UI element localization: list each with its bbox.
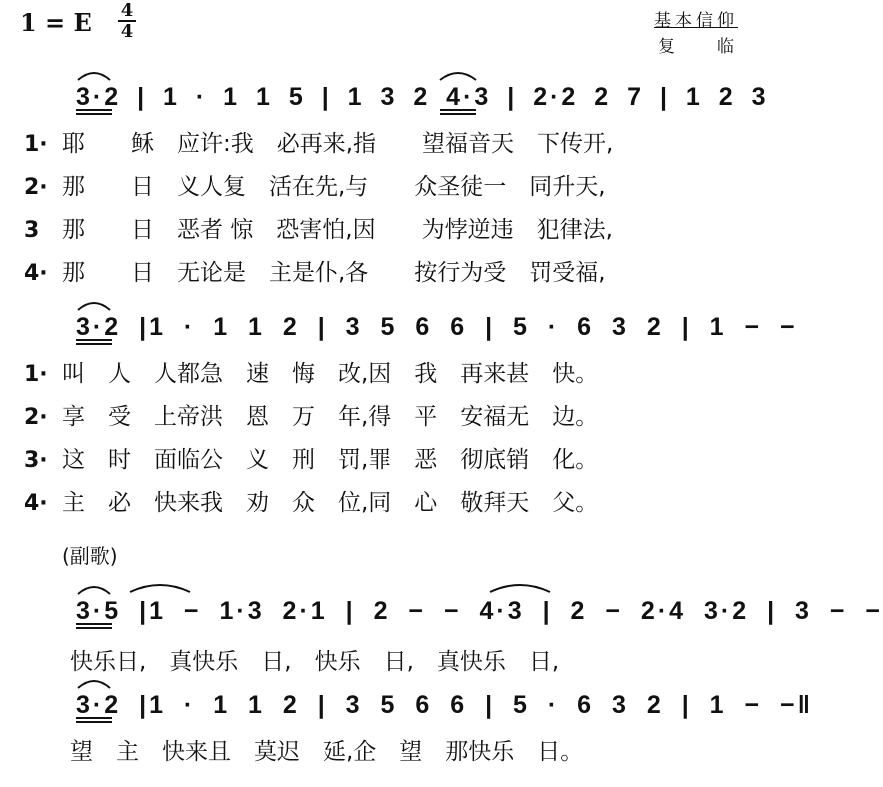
verse-number: 3· xyxy=(24,448,48,473)
time-signature-top: 4 xyxy=(120,0,134,21)
lyric-line: 那 日 恶者 惊 恐害怕,因 为悖逆违 犯律法, xyxy=(62,217,613,243)
lyric-line: 快乐日, 真快乐 日, 快乐 日, 真快乐 日, xyxy=(70,649,560,675)
lyric-line: 望 主 快来且 莫迟 延,企 望 那快乐 日。 xyxy=(70,739,584,765)
verse-number: 3 xyxy=(24,218,40,243)
notation-text: 3·2 |1 · 1 1 2 | 3 5 6 6 | 5 · 6 3 2 | 1 − − xyxy=(76,313,798,341)
credit-source: 基本信仰 xyxy=(654,11,738,31)
slur-mark xyxy=(78,73,110,80)
notation-text: 3·5 |1 − 1·3 2·1 | 2 − − 4·3 | 2 − 2·4 3·2 | 3 − − xyxy=(76,597,883,625)
verse-number: 4· xyxy=(24,261,48,286)
lyric-line: 主 必 快来我 劝 众 位,同 心 敬拜天 父。 xyxy=(62,490,599,516)
lyric-line: 叫 人 人都急 速 悔 改,因 我 再来甚 快。 xyxy=(62,361,599,387)
lyric-line: 那 日 无论是 主是仆,各 按行为受 罚受福, xyxy=(62,260,606,286)
credit-copy-b: 临 xyxy=(717,37,738,57)
lyric-line: 那 日 义人复 活在先,与 众圣徒一 同升天, xyxy=(62,174,606,200)
verse-number: 1· xyxy=(24,362,48,387)
notation-text: 3·2 | 1 · 1 1 5 | 1 3 2 4·3 | 2·2 2 7 | 1 2 3 xyxy=(76,83,769,111)
time-signature-bottom: 4 xyxy=(120,21,134,42)
verse-number: 2· xyxy=(24,405,48,430)
lyric-line: 耶 稣 应许:我 必再来,指 望福音天 下传开, xyxy=(62,131,614,157)
slur-mark xyxy=(490,585,550,592)
verse-number: 1· xyxy=(24,132,48,157)
slur-mark xyxy=(78,587,110,594)
notation-text: 3·2 |1 · 1 1 2 | 3 5 6 6 | 5 · 6 3 2 | 1 − −‖ xyxy=(76,691,814,719)
lyric-line: 享 受 上帝洪 恩 万 年,得 平 安福无 边。 xyxy=(62,404,599,430)
slur-mark xyxy=(78,681,110,688)
credit-copy-a: 复 xyxy=(658,37,679,57)
slur-mark xyxy=(130,585,190,592)
key-signature: 1 = E xyxy=(20,8,92,37)
lyric-line: 这 时 面临公 义 刑 罚,罪 恶 彻底销 化。 xyxy=(62,447,599,473)
slur-mark xyxy=(440,73,476,80)
verse-number: 4· xyxy=(24,491,48,516)
slur-mark xyxy=(78,303,110,310)
chorus-label: (副歌) xyxy=(62,544,118,568)
verse-number: 2· xyxy=(24,175,48,200)
